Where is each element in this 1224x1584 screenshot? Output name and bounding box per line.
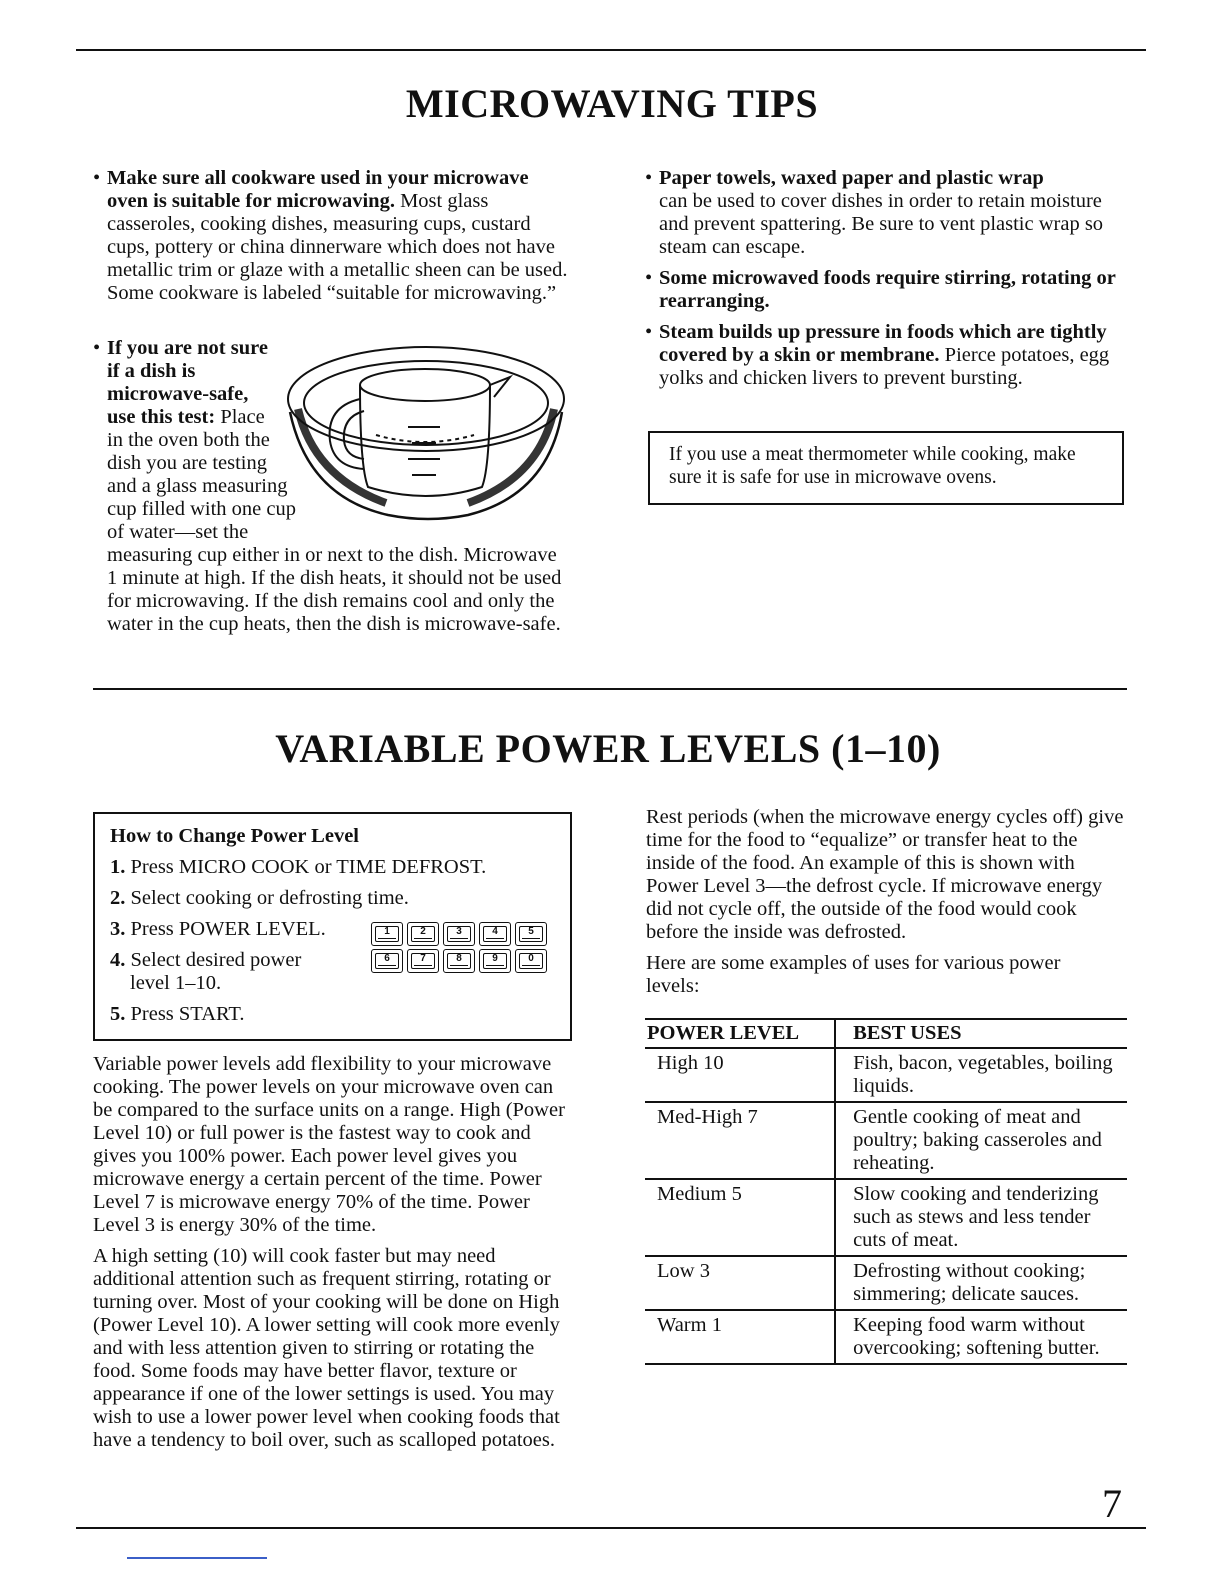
table-header-row: [645, 1019, 1127, 1048]
table-cell-level: Medium 5: [645, 1179, 835, 1256]
table-cell-level: High 10: [645, 1048, 835, 1102]
keypad-key-4: 4: [479, 922, 511, 946]
power-uses-table: [645, 1018, 1127, 1365]
top-rule: [76, 49, 1146, 51]
table-cell-level: Med-High 7: [645, 1102, 835, 1179]
power-keypad: [371, 922, 547, 973]
tip-cookware: [93, 167, 572, 305]
bottom-rule: [76, 1527, 1146, 1529]
keypad-key-2: 2: [407, 922, 439, 946]
table-cell-uses: Fish, bacon, vegetables, boiling liquids.: [835, 1048, 1127, 1102]
table-header-best-uses: BEST USES: [835, 1019, 1127, 1048]
keypad-key-8: 8: [443, 949, 475, 973]
howto-heading: How to Change Power Level: [110, 825, 360, 847]
table-cell-uses: Slow cooking and tenderizing such as stews and less tender cuts of meat.: [835, 1179, 1127, 1256]
page-number: 7: [1102, 1481, 1122, 1526]
table-row: [645, 1102, 1127, 1179]
keypad-key-0: 0: [515, 949, 547, 973]
keypad-key-5: 5: [515, 922, 547, 946]
tip-stirring-heading: Some microwaved foods require stirring, rotating or rearranging.: [659, 267, 1116, 312]
tip-cookware-text: Most glass casseroles, cooking dishes, measuring cups, custard cups, pottery or china dinnerware which does not have metallic trim or glaze with a metallic sheen can be used. Some cookware is labeled “suitable for microwaving.”: [107, 190, 568, 304]
table-row: [645, 1179, 1127, 1256]
tip-dish-test-text: Place in the oven both the dish you are testing and a glass measuring cup filled with one cup of water—set the measuring cup either in or next to the dish. Microwave 1 minute at high. If the dish heats, it should not be used for microwaving. If the dish remains cool and only the water in the cup heats, then the dish is microwave-safe.: [107, 406, 562, 635]
keypad-key-9: 9: [479, 949, 511, 973]
tip-dish-test: [93, 337, 572, 636]
tip-steam-heading: Steam builds up pressure in foods which are tightly covered by a skin or membrane.: [659, 321, 1107, 366]
section-title-power: VARIABLE POWER LEVELS (1–10): [275, 726, 941, 771]
bowl-and-cup-icon: [268, 337, 568, 527]
power-paragraph-1: Variable power levels add flexibility to your microwave cooking. The power levels on your microwave oven can be compared to the surface units on a range. High (Power Level 10) or full power is the fastest way to cook and gives you 100% power. Each power level gives you microwave energy a certain percent of the time. Power Level 7 is microwave energy 70% of the time. Power Level 3 is energy 30% of the time.: [93, 1053, 565, 1236]
tip-paper-towels: [645, 167, 1129, 259]
dish-illustration: [268, 337, 568, 527]
tip-cookware-heading: Make sure all cookware used in your microwave oven is suitable for microwaving.: [107, 167, 529, 212]
thermometer-note-text: If you use a meat thermometer while cooking, make sure it is safe for use in microwave ovens.: [669, 444, 1076, 488]
howto-step-3: 3. Press POWER LEVEL.: [110, 918, 326, 940]
table-cell-level: Low 3: [645, 1256, 835, 1310]
table-header-power-level: POWER LEVEL: [645, 1019, 835, 1048]
table-row: [645, 1256, 1127, 1310]
tip-stirring: [645, 267, 1129, 313]
table-cell-uses: Gentle cooking of meat and poultry; baking casseroles and reheating.: [835, 1102, 1127, 1179]
tip-steam-text: Pierce potatoes, egg yolks and chicken livers to prevent bursting.: [659, 344, 1110, 389]
howto-step-4-cont: level 1–10.: [130, 972, 222, 994]
bullet-icon: •: [645, 167, 653, 189]
section-rule: [93, 688, 1127, 690]
rest-periods-paragraph: Rest periods (when the microwave energy cycles off) give time for the food to “equalize” or transfer heat to the inside of the food. An example of this is shown with Power Level 3—the defrost cycle. If microwave energy did not cycle off, the outside of the food would cook before the inside was defrosted.: [646, 806, 1124, 943]
keypad-key-6: 6: [371, 949, 403, 973]
tip-paper-towels-heading: Paper towels, waxed paper and plastic wrap: [659, 167, 1044, 189]
bullet-icon: •: [645, 267, 653, 289]
blue-underline: [127, 1557, 267, 1559]
bullet-icon: •: [645, 321, 653, 343]
keypad-key-7: 7: [407, 949, 439, 973]
thermometer-note: [648, 431, 1124, 505]
power-paragraph-2: A high setting (10) will cook faster but may need additional attention such as frequent stirring, rotating or turning over. Most of your cooking will be done on High (Power Level 10). A lower setting will cook more evenly and with less attention given to stirring or rotating the food. Some foods may have better flavor, texture or appearance if one of the lower settings is used. You may wish to use a lower power level when cooking foods that have a tendency to boil over, such as scalloped potatoes.: [93, 1245, 560, 1451]
table-cell-uses: Defrosting without cooking; simmering; delicate sauces.: [835, 1256, 1127, 1310]
howto-step-1: 1. Press MICRO COOK or TIME DEFROST.: [110, 856, 487, 878]
table-cell-uses: Keeping food warm without overcooking; softening butter.: [835, 1310, 1127, 1364]
howto-step-5: 5. Press START.: [110, 1003, 245, 1025]
section-title-tips: MICROWAVING TIPS: [405, 81, 819, 126]
table-cell-level: Warm 1: [645, 1310, 835, 1364]
keypad-key-3: 3: [443, 922, 475, 946]
tip-steam: [645, 321, 1129, 390]
bullet-icon: •: [93, 337, 101, 359]
tip-paper-towels-text: can be used to cover dishes in order to retain moisture and prevent spattering. Be sure to vent plastic wrap so steam can escape.: [659, 190, 1104, 258]
keypad-key-1: 1: [371, 922, 403, 946]
examples-intro: Here are some examples of uses for various power levels:: [646, 952, 1061, 997]
tip-dish-test-heading: If you are not sure if a dish is microwave-safe, use this test:: [107, 337, 268, 428]
table-row: [645, 1048, 1127, 1102]
howto-step-2: 2. Select cooking or defrosting time.: [110, 887, 409, 909]
table-row: [645, 1310, 1127, 1364]
howto-step-4: 4. Select desired power: [110, 949, 302, 971]
bullet-icon: •: [93, 167, 101, 189]
